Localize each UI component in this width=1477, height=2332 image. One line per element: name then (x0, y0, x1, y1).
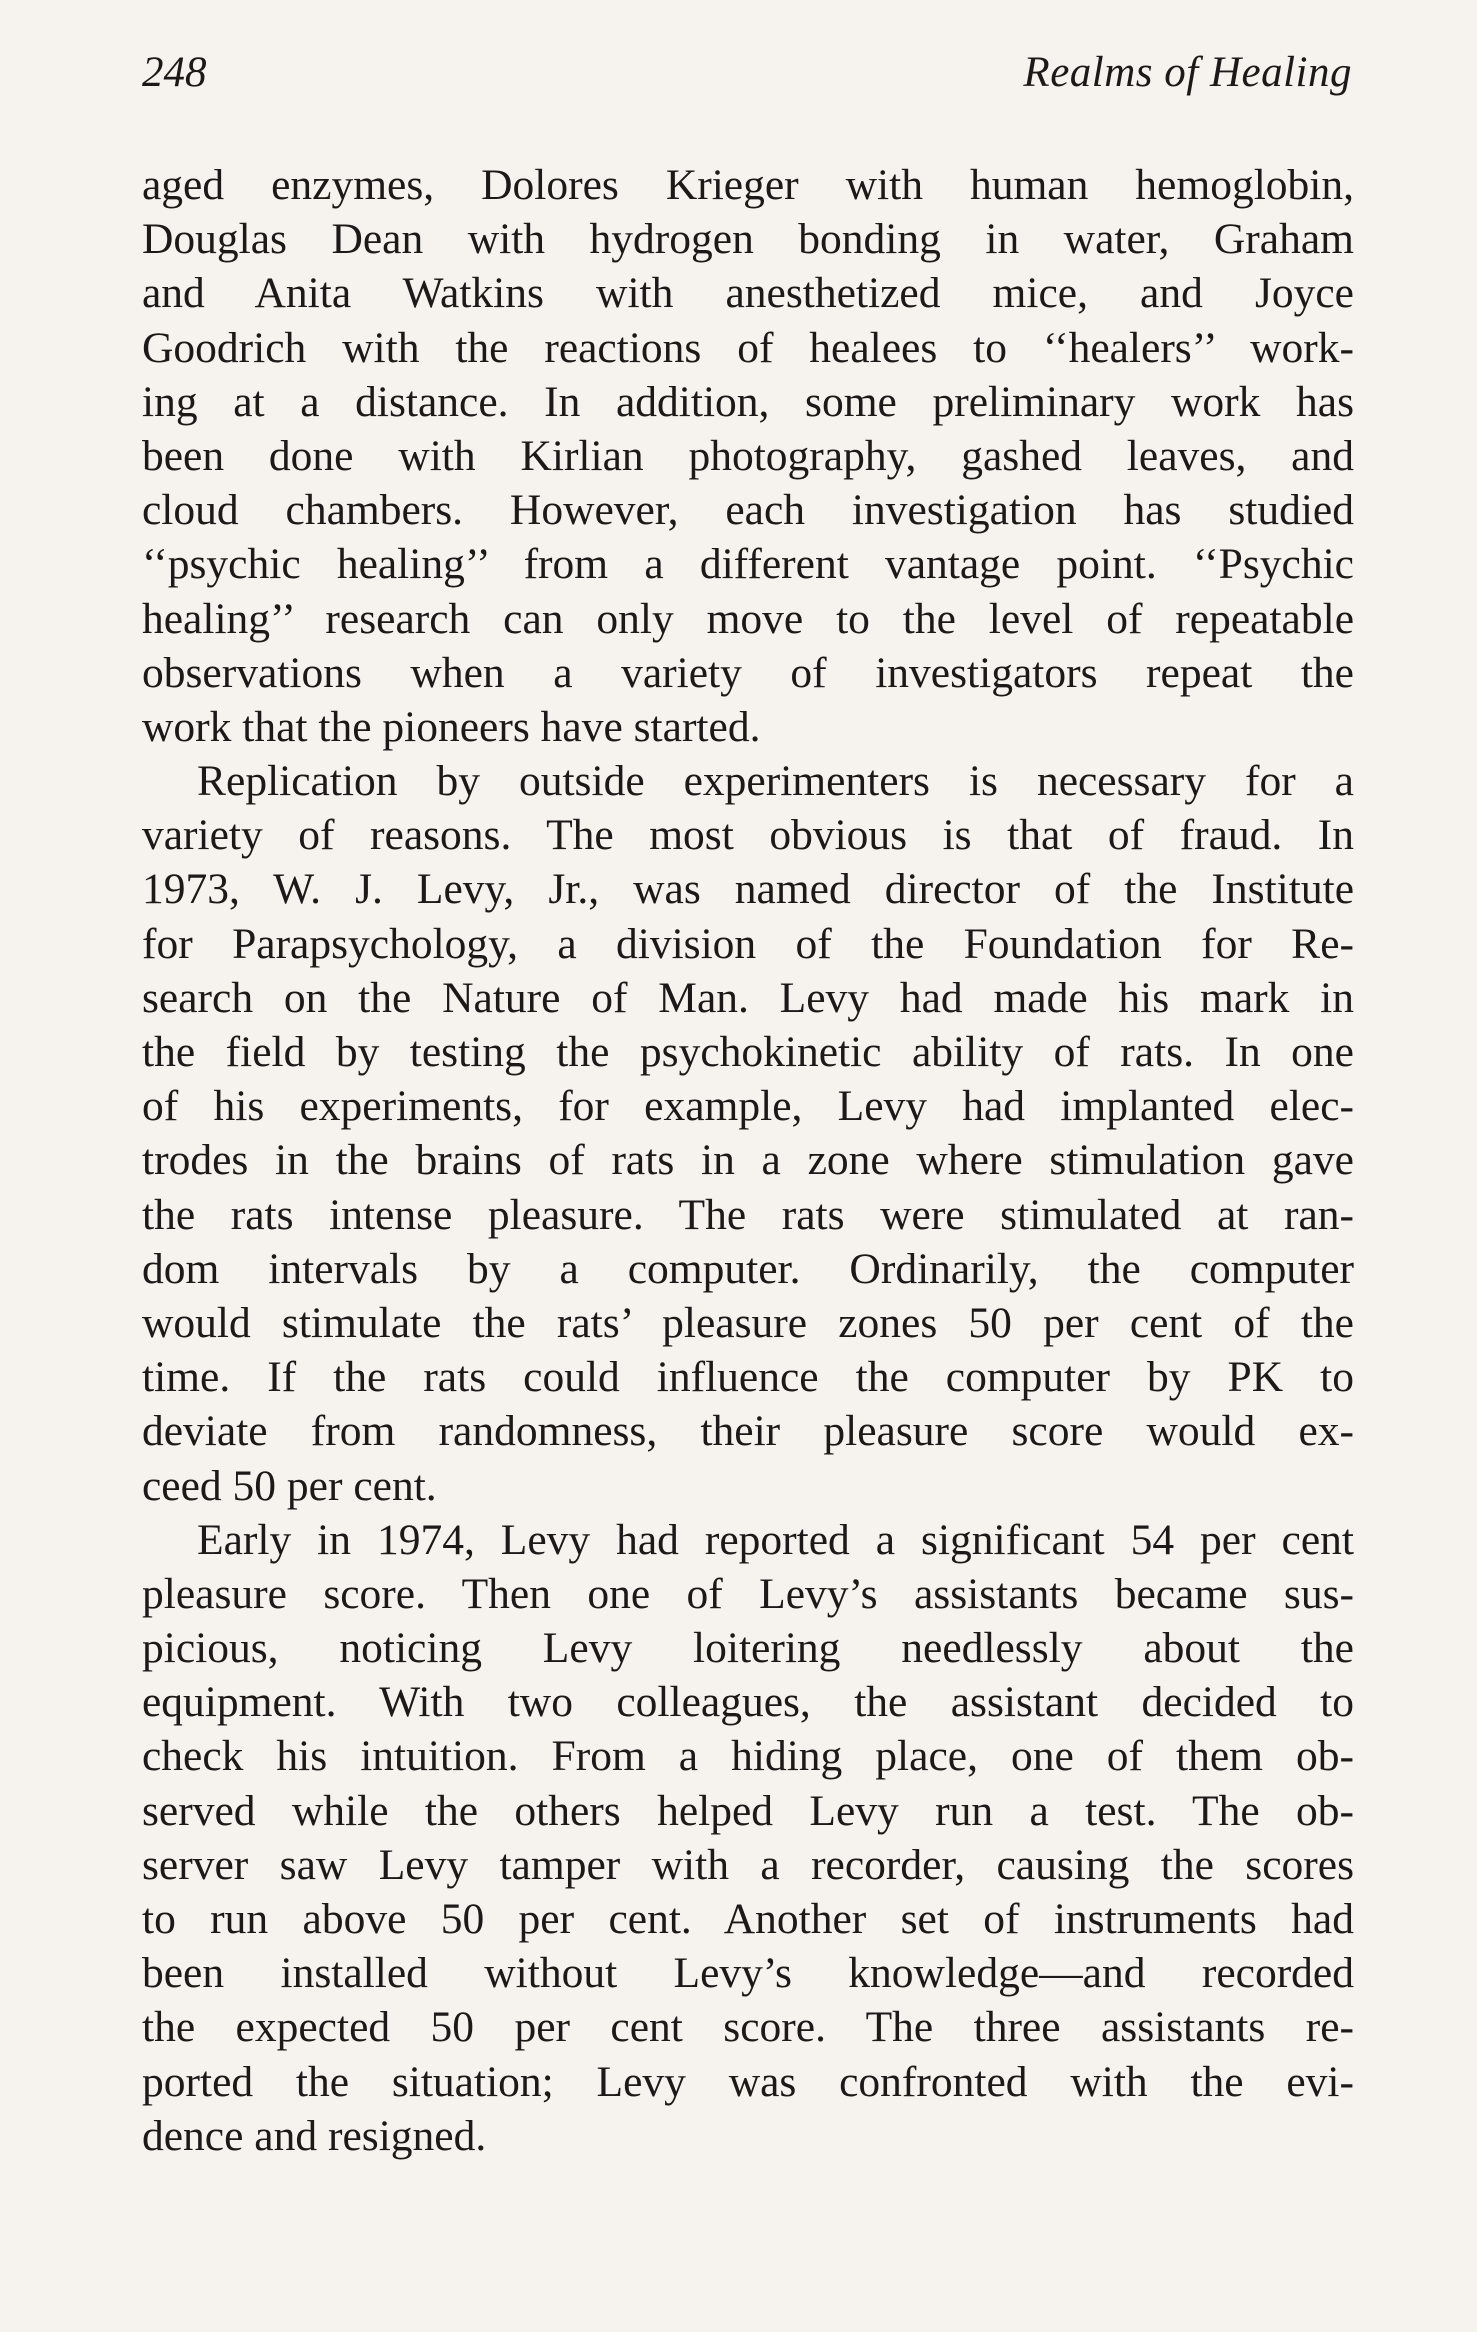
text-line: picious, noticing Levy loitering needlessly about the (142, 1624, 1354, 1673)
text-line: dom intervals by a computer. Ordinarily, the computer (142, 1244, 1354, 1293)
text-line: to run above 50 per cent. Another set of instruments had (142, 1895, 1354, 1943)
running-head (142, 38, 1352, 108)
paragraph-1 (142, 158, 1354, 754)
text-line: 1973, W. J. Levy, Jr., was named director of the Institute (142, 865, 1354, 914)
text-line: search on the Nature of Man. Levy had made his mark in (142, 973, 1354, 1022)
text-line: variety of reasons. The most obvious is that of fraud. In (142, 811, 1354, 860)
paragraph-3 (142, 1513, 1354, 2163)
text-line: and Anita Watkins with anesthetized mice, and Joyce (142, 269, 1354, 318)
text-line: trodes in the brains of rats in a zone where stimulation gave (142, 1136, 1354, 1185)
text-line: cloud chambers. However, each investigation has studied (142, 486, 1354, 535)
text-line: served while the others helped Levy run a test. The ob- (142, 1786, 1354, 1835)
text-line: equipment. With two colleagues, the assistant decided to (142, 1678, 1354, 1727)
text-line: the rats intense pleasure. The rats were stimulated at ran- (142, 1190, 1354, 1239)
text-line: ‘‘psychic healing’’ from a different vantage point. ‘‘Psychic (142, 540, 1354, 589)
text-line: of his experiments, for example, Levy had implanted elec- (142, 1082, 1354, 1131)
body-text (142, 158, 1354, 2163)
text-line: Douglas Dean with hydrogen bonding in water, Graham (142, 215, 1354, 264)
text-line: healing’’ research can only move to the level of repeatable (142, 594, 1354, 643)
text-line: Goodrich with the reactions of healees to ‘‘healers’’ work- (142, 323, 1354, 372)
text-line: dence and resigned. (142, 2111, 487, 2160)
text-line: time. If the rats could influence the computer by PK to (142, 1353, 1354, 1402)
text-line: been done with Kirlian photography, gashed leaves, and (142, 431, 1354, 480)
text-line: ceed 50 per cent. (142, 1461, 437, 1510)
text-line: the expected 50 per cent score. The three assistants re- (142, 2003, 1354, 2052)
text-line: aged enzymes, Dolores Krieger with human hemoglobin, (142, 161, 1354, 209)
text-line: work that the pioneers have started. (142, 702, 761, 751)
text-line: Early in 1974, Levy had reported a significant 54 per cent (197, 1515, 1354, 1564)
text-line: server saw Levy tamper with a recorder, causing the scores (142, 1840, 1354, 1889)
text-line: ported the situation; Levy was confronted with the evi- (142, 2057, 1354, 2106)
book-title: Realms of Healing (1023, 49, 1352, 96)
page-number: 248 (142, 49, 207, 96)
text-line: been installed without Levy’s knowledge—and recorded (142, 1949, 1354, 1998)
paragraph-2 (142, 754, 1354, 1513)
text-line: check his intuition. From a hiding place, one of them ob- (142, 1732, 1354, 1781)
text-line: observations when a variety of investigators repeat the (142, 648, 1354, 697)
text-line: the field by testing the psychokinetic ability of rats. In one (142, 1028, 1354, 1076)
text-line: deviate from randomness, their pleasure score would ex- (142, 1407, 1354, 1456)
text-line: for Parapsychology, a division of the Foundation for Re- (142, 919, 1354, 968)
text-line: would stimulate the rats’ pleasure zones 50 per cent of the (142, 1298, 1354, 1347)
text-line: ing at a distance. In addition, some preliminary work has (142, 377, 1354, 426)
text-line: pleasure score. Then one of Levy’s assistants became sus- (142, 1569, 1354, 1618)
text-line: Replication by outside experimenters is necessary for a (197, 757, 1354, 806)
